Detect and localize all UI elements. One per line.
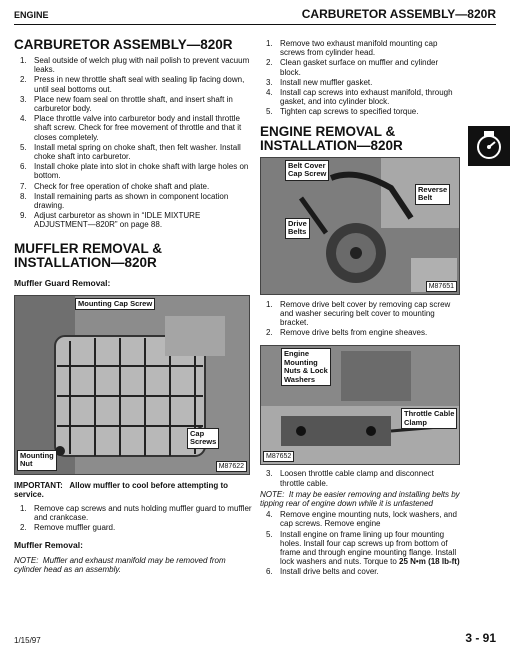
list-item: 2. Remove muffler guard. <box>20 523 116 533</box>
list-item: 5. Install engine on frame lining up four mounting holes. Install four cap screws up from bottom of frame and through engine mounting flange. Install lock washers and nuts. Torque to 25 N•m (18 lb-ft) <box>266 529 460 567</box>
list-item: 4. Remove engine mounting nuts, lock washers, and cap screws. Remove engine <box>266 510 457 529</box>
list-item: 1. Remove drive belt cover by removing cap screw and washer securing belt cover to mounting bracket. <box>266 299 451 328</box>
section-label: ENGINE <box>14 10 49 20</box>
right-column <box>260 30 460 578</box>
list-item: 5. Install metal spring on choke shaft, then felt washer. Install choke shaft into carburetor. <box>20 142 241 162</box>
figure-id: M87622 <box>216 461 247 472</box>
engine-icon <box>468 126 510 166</box>
list-item: 2. Clean gasket surface on muffler and cylinder block. <box>266 58 439 77</box>
list-item: 4. Install cap screws into exhaust manifold, through gasket, and into cylinder block. <box>266 88 453 107</box>
list-item: 9. Adjust carburetor as shown in “IDLE MIXTURE ADJUSTMENT—820R” on page 88. <box>20 211 201 230</box>
drive-belt-photo <box>260 157 460 295</box>
callout-cap-screws: Cap Screws <box>187 428 219 449</box>
engine-steps-b <box>260 510 460 576</box>
muffler-note: NOTE: Muffler and exhaust manifold may be removed from cylinder head as an assembly. <box>14 556 226 575</box>
muffler-guard-photo <box>14 295 250 475</box>
callout-mounting-cap-screw: Mounting Cap Screw <box>75 298 155 311</box>
list-item: 1. Remove two exhaust manifold mounting cap screws from cylinder head. <box>266 39 438 58</box>
list-item: 2. Remove drive belts from engine sheaves. <box>266 328 428 338</box>
figure-id: M87651 <box>426 281 457 292</box>
list-item: 1. Remove cap screws and nuts holding muffler guard to muffler and crankcase. <box>20 503 252 522</box>
list-item: 8. Install remaining parts as shown in component location drawing. <box>20 191 229 211</box>
list-item: 3. Place new foam seal on throttle shaft, and insert shaft in carburetor body. <box>20 94 233 114</box>
list-item: 3. Loosen throttle cable clamp and disconnect throttle cable. <box>266 469 434 488</box>
important-notice: IMPORTANT: Allow muffler to cool before attempting to service. <box>14 480 229 500</box>
list-item: 7. Check for free operation of choke shaft and plate. <box>20 181 210 191</box>
list-item: 5. Tighten cap screws to specified torque. <box>266 107 419 117</box>
running-title: CARBURETOR ASSEMBLY—820R <box>301 7 496 21</box>
left-column <box>14 30 252 577</box>
list-item: 6. Install drive belts and cover. <box>266 567 379 577</box>
carb-steps <box>14 56 252 230</box>
engine-heading: ENGINE REMOVAL & INSTALLATION—820R <box>260 123 403 153</box>
muffler-heading: MUFFLER REMOVAL & INSTALLATION—820R <box>14 240 162 270</box>
list-item: 6. Install choke plate into slot in choke shaft with large holes on bottom. <box>20 162 249 181</box>
figure-id: M87652 <box>263 451 294 462</box>
engine-mount-photo <box>260 345 460 465</box>
callout-mounting-nut: Mounting Nut <box>17 450 57 471</box>
muffler-removal-steps <box>260 39 460 117</box>
torque-value: 25 N•m (18 lb-ft) <box>399 557 460 567</box>
carb-heading: CARBURETOR ASSEMBLY—820R <box>14 37 233 52</box>
list-item: 2. Press in new throttle shaft seal with sealing lip facing down, until seal bottoms out. <box>20 75 245 94</box>
callout-reverse-belt: Reverse Belt <box>415 184 450 205</box>
muffler-removal-heading: Muffler Removal: <box>14 540 83 551</box>
footer-date: 1/15/97 <box>14 636 41 645</box>
callout-throttle-cable-clamp: Throttle Cable Clamp <box>401 408 457 429</box>
engine-note: NOTE: It may be easier removing and installing belts by tipping rear of engine down while it is unfastened <box>260 489 460 509</box>
page-number: 3 - 91 <box>465 631 496 645</box>
header-rule <box>14 24 496 25</box>
guard-removal-heading: Muffler Guard Removal: <box>14 277 111 288</box>
callout-engine-mounting-nuts: Engine Mounting Nuts & Lock Washers <box>281 348 331 386</box>
engine-steps-a <box>260 300 460 338</box>
guard-steps <box>14 504 252 533</box>
callout-drive-belts: Drive Belts <box>285 218 310 239</box>
section-tab <box>468 126 510 166</box>
engine-step-3 <box>260 469 460 487</box>
list-item: 1. Seal outside of welch plug with nail polish to prevent vacuum leaks. <box>20 56 250 75</box>
callout-belt-cover-cap-screw: Belt Cover Cap Screw <box>285 160 329 181</box>
list-item: 4. Place throttle valve into carburetor body and install throttle shaft screw. Check for free movement of throttle and that it closes completely. <box>20 114 242 142</box>
list-item: 3. Install new muffler gasket. <box>266 77 373 87</box>
